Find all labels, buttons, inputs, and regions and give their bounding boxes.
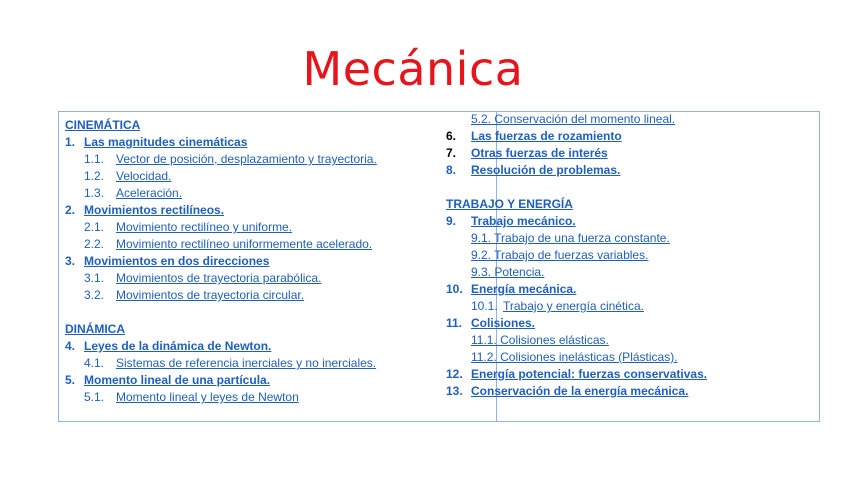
toc-item-11-1[interactable]: 11.1. Colisiones elásticas.: [471, 333, 609, 347]
section-header-dinamica[interactable]: DINÁMICA: [65, 322, 125, 336]
toc-item-12[interactable]: 12. Energía potencial: fuerzas conservativas.: [446, 367, 708, 381]
toc-item-2[interactable]: 2. Movimientos rectilíneos.: [65, 203, 225, 217]
toc-item-6[interactable]: 6. Las fuerzas de rozamiento: [446, 129, 622, 143]
toc-item-2-1[interactable]: 2.1. Movimiento rectilíneo y uniforme.: [84, 220, 293, 234]
contents-table: [58, 111, 820, 422]
toc-item-8[interactable]: 8. Resolución de problemas.: [446, 163, 621, 177]
toc-item-1-1[interactable]: 1.1. Vector de posición, desplazamiento y trayectoria.: [84, 152, 377, 166]
toc-item-9-1[interactable]: 9.1. Trabajo de una fuerza constante.: [471, 231, 670, 245]
toc-item-1-3[interactable]: 1.3. Aceleración.: [84, 186, 183, 200]
toc-item-5[interactable]: 5. Momento lineal de una partícula.: [65, 373, 271, 387]
right-column: [446, 111, 816, 400]
toc-item-3-2[interactable]: 3.2. Movimientos de trayectoria circular.: [84, 288, 305, 302]
slide-title: Mecánica: [302, 42, 524, 96]
toc-item-1[interactable]: 1. Las magnitudes cinemáticas: [65, 135, 248, 149]
toc-item-4-1[interactable]: 4.1. Sistemas de referencia inerciales y no inerciales.: [84, 356, 377, 370]
toc-item-1-2[interactable]: 1.2. Velocidad.: [84, 169, 172, 183]
toc-item-10[interactable]: 10. Energía mecánica.: [446, 282, 577, 296]
toc-item-9-3[interactable]: 9.3. Potencia.: [471, 265, 545, 279]
toc-item-11-2[interactable]: 11.2. Colisiones inelásticas (Plásticas).: [471, 350, 678, 364]
toc-item-2-2[interactable]: 2.2. Movimiento rectilíneo uniformemente acelerado.: [84, 237, 373, 251]
toc-item-7[interactable]: 7. Otras fuerzas de interés: [446, 146, 608, 160]
toc-item-5-1[interactable]: 5.1. Momento lineal y leyes de Newton: [84, 390, 299, 404]
section-header-trabajo[interactable]: TRABAJO Y ENERGÍA: [446, 197, 573, 211]
toc-item-3-1[interactable]: 3.1. Movimientos de trayectoria parabólica.: [84, 271, 322, 285]
toc-item-5-2[interactable]: 5.2. Conservación del momento lineal.: [471, 112, 676, 126]
toc-item-11[interactable]: 11. Colisiones.: [446, 316, 536, 330]
toc-item-3[interactable]: 3. Movimientos en dos direcciones: [65, 254, 270, 268]
toc-item-9-2[interactable]: 9.2. Trabajo de fuerzas variables.: [471, 248, 649, 262]
toc-item-10-1[interactable]: 10.1. Trabajo y energía cinética.: [471, 299, 644, 313]
toc-item-13[interactable]: 13. Conservación de la energía mecánica.: [446, 384, 689, 398]
toc-item-9[interactable]: 9. Trabajo mecánico.: [446, 214, 576, 228]
left-column: [65, 117, 490, 406]
section-header-cinematica[interactable]: CINEMÁTICA: [65, 118, 141, 132]
toc-item-4[interactable]: 4. Leyes de la dinámica de Newton.: [65, 339, 272, 353]
